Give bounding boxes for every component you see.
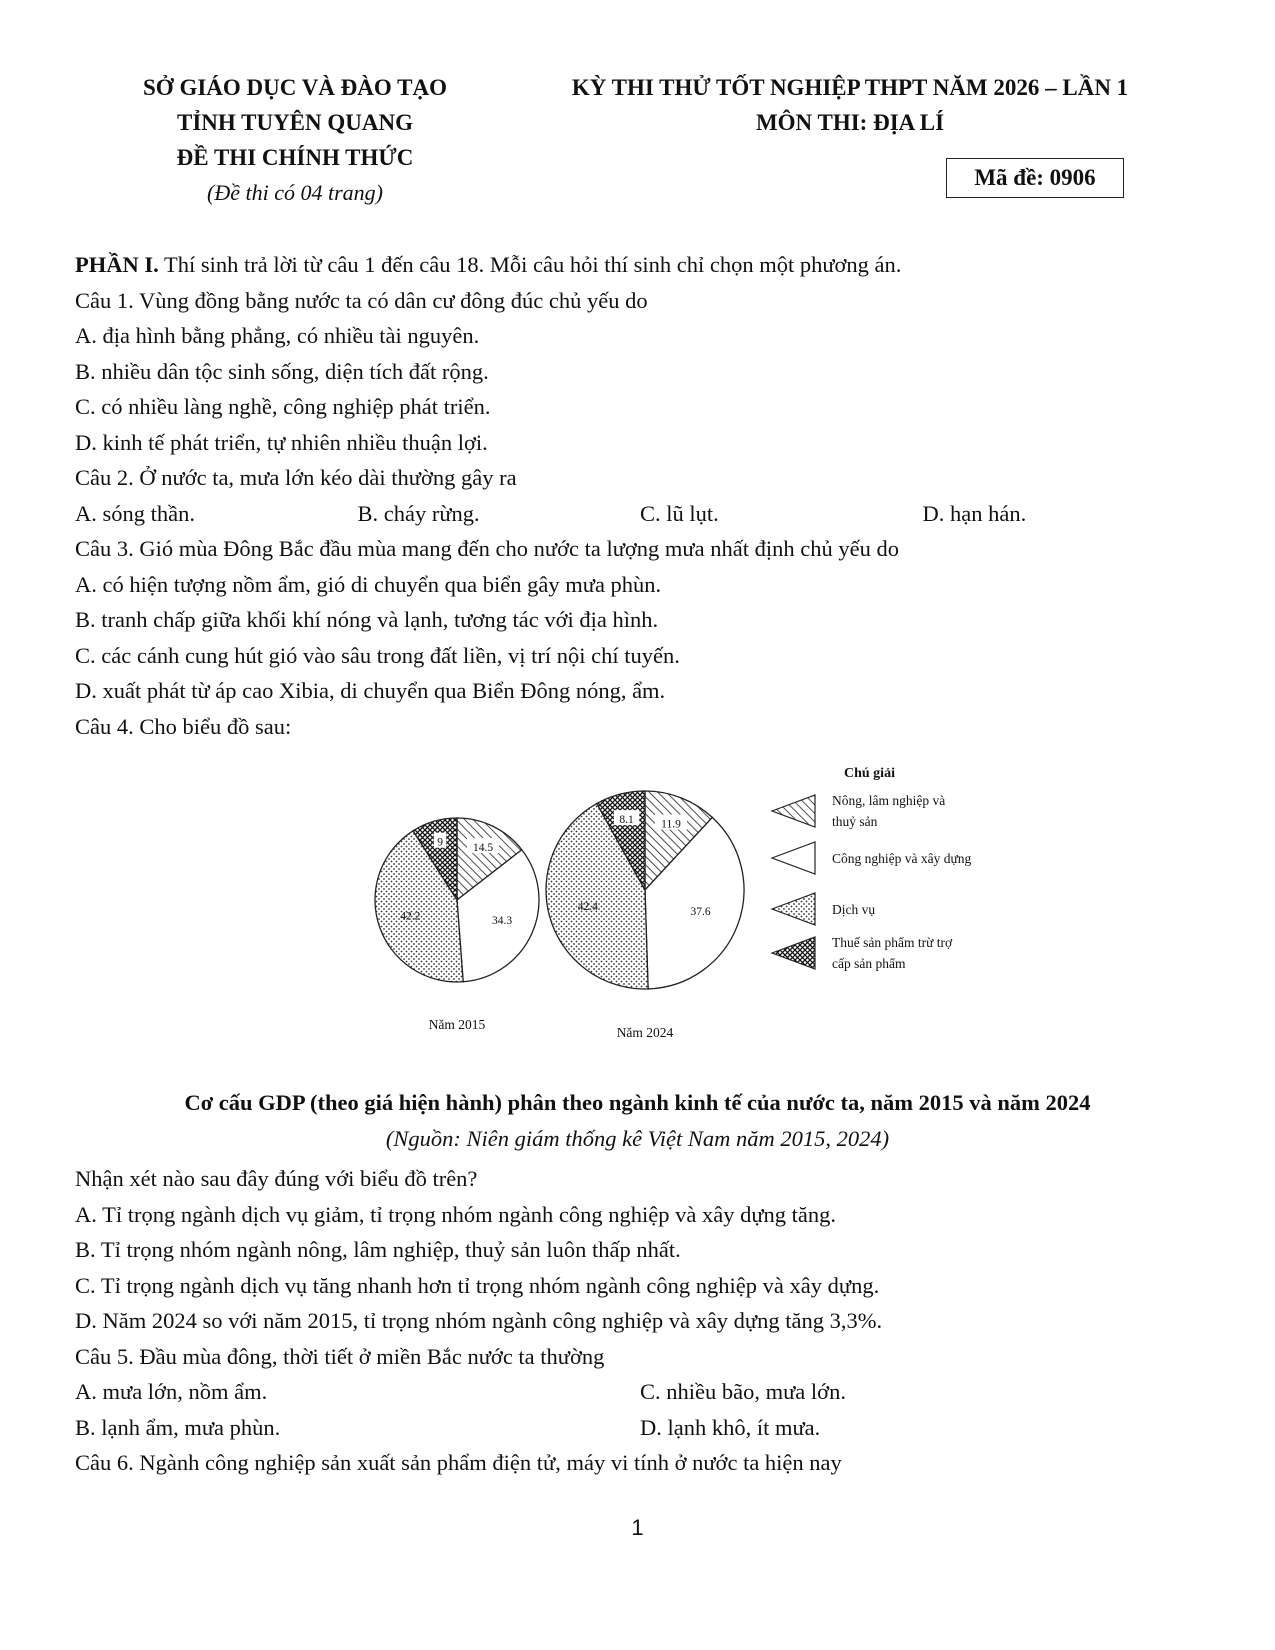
q5-stem: Câu 5. Đầu mùa đông, thời tiết ở miền Bắc nước ta thường — [75, 1343, 605, 1369]
pie-0-value-label-2: 42.2 — [400, 910, 421, 923]
legend-label-1-0: Công nghiệp và xây dựng — [832, 851, 972, 866]
q4-prompt: Nhận xét nào sau đây đúng với biểu đồ trên? — [75, 1166, 478, 1191]
legend-label-0-1: thuỷ sản — [832, 814, 878, 829]
q5-option-b: B. lạnh ẩm, mưa phùn. — [75, 1414, 281, 1440]
q4-option-a: A. Tỉ trọng ngành dịch vụ giảm, tỉ trọng nhóm ngành công nghiệp và xây dựng tăng. — [75, 1201, 837, 1227]
q4-option-b: B. Tỉ trọng nhóm ngành nông, lâm nghiệp, thuỷ sản luôn thấp nhất. — [75, 1237, 681, 1262]
pie-1-value-label-0: 11.9 — [661, 818, 681, 831]
q4-stem: Câu 4. Cho biểu đồ sau: — [75, 713, 292, 739]
q3-option-d: D. xuất phát từ áp cao Xibia, di chuyển qua Biển Đông nóng, ẩm. — [75, 678, 666, 703]
gdp-structure-pie-chart — [370, 755, 1050, 1055]
q2-options — [75, 496, 1205, 532]
pie-1-value-label-2: 42.4 — [577, 900, 598, 913]
q3-option-a: A. có hiện tượng nồm ẩm, gió di chuyển qua biển gây mưa phùn. — [75, 571, 662, 597]
q4-option-d: D. Năm 2024 so với năm 2015, tỉ trọng nhóm ngành công nghiệp và xây dựng tăng 3,3%. — [75, 1308, 883, 1333]
part1-label: PHẦN I. — [75, 252, 159, 277]
pies-layer — [375, 791, 744, 1040]
pie-0-year-label: Năm 2015 — [428, 1017, 486, 1032]
part1-instruction — [75, 247, 1205, 283]
legend-label-3-0: Thuế sản phẩm trừ trợ — [832, 935, 953, 950]
exam-title: KỲ THI THỬ TỐT NGHIỆP THPT NĂM 2026 – LẦN 1 — [571, 75, 1129, 100]
questions-top — [75, 247, 1205, 744]
legend-label-2-0: Dịch vụ — [832, 902, 876, 917]
q2-option-d: D. hạn hán. — [922, 500, 1027, 526]
q5-option-d: D. lạnh khô, ít mưa. — [640, 1414, 821, 1440]
pie-1-year-label: Năm 2024 — [616, 1025, 674, 1040]
exam-code-box: Mã đề: 0906 — [946, 158, 1124, 198]
chart-source: (Nguồn: Niên giám thống kê Việt Nam năm 2015, 2024) — [385, 1126, 890, 1151]
q1-option-a: A. địa hình bằng phẳng, có nhiều tài nguyên. — [75, 323, 480, 348]
q1-option-d: D. kinh tế phát triển, tự nhiên nhiều thuận lợi. — [75, 429, 488, 455]
legend-swatch-1 — [772, 842, 815, 874]
q3-stem: Câu 3. Gió mùa Đông Bắc đầu mùa mang đến cho nước ta lượng mưa nhất định chủ yếu do — [75, 536, 899, 561]
page-count-note: (Đề thi có 04 trang) — [207, 180, 383, 205]
q1-option-c: C. có nhiều làng nghề, công nghiệp phát triển. — [75, 394, 491, 419]
q6-stem: Câu 6. Ngành công nghiệp sản xuất sản phẩm điện tử, máy vi tính ở nước ta hiện nay — [75, 1450, 842, 1475]
q1-option-b: B. nhiều dân tộc sinh sống, diện tích đất rộng. — [75, 358, 489, 384]
pie-1-value-label-3: 8.1 — [619, 814, 634, 827]
pie-0-value-label-0: 14.5 — [472, 842, 494, 854]
legend-label-0-0: Nông, lâm nghiệp và — [832, 793, 946, 808]
pie-0-value-label-1: 34.3 — [491, 915, 513, 927]
q5-options-row1 — [75, 1374, 1205, 1410]
official-exam-label: ĐỀ THI CHÍNH THỨC — [176, 145, 414, 170]
q3-option-c: C. các cánh cung hút gió vào sâu trong đất liền, vị trí nội chí tuyến. — [75, 642, 680, 668]
q5-option-a: A. mưa lớn, nồm ẩm. — [75, 1379, 268, 1404]
subject-title: MÔN THI: ĐỊA LÍ — [755, 110, 945, 135]
q5-option-c: C. nhiều bão, mưa lớn. — [640, 1379, 846, 1404]
pie-0-value-label-3: 9 — [437, 836, 443, 849]
q4-option-c: C. Tỉ trọng ngành dịch vụ tăng nhanh hơn tỉ trọng nhóm ngành công nghiệp và xây dựng. — [75, 1272, 880, 1298]
province-name: TỈNH TUYÊN QUANG — [177, 110, 413, 135]
q2-stem: Câu 2. Ở nước ta, mưa lớn kéo dài thường gây ra — [75, 465, 517, 490]
page-number: 1 — [631, 1515, 644, 1540]
legend-swatch-0 — [772, 795, 815, 827]
chart-title: Cơ cấu GDP (theo giá hiện hành) phân theo ngành kinh tế của nước ta, năm 2015 và năm 2024 — [184, 1090, 1091, 1115]
q2-option-b: B. cháy rừng. — [357, 500, 480, 526]
pie-1-value-label-1: 37.6 — [690, 905, 711, 918]
questions-bottom — [75, 1161, 1205, 1481]
department-name: SỞ GIÁO DỤC VÀ ĐÀO TẠO — [143, 75, 447, 100]
chart-legend — [772, 766, 972, 971]
q1-stem: Câu 1. Vùng đồng bằng nước ta có dân cư đông đúc chủ yếu do — [75, 287, 648, 313]
legend-swatch-3 — [772, 937, 815, 969]
legend-label-3-1: cấp sản phẩm — [832, 956, 906, 971]
q5-options-row2 — [75, 1410, 1205, 1446]
q2-option-a: A. sóng thần. — [75, 500, 195, 526]
legend-title: Chú giải — [844, 766, 895, 781]
q2-option-c: C. lũ lụt. — [640, 500, 719, 526]
part1-text: Thí sinh trả lời từ câu 1 đến câu 18. Mỗi câu hỏi thí sinh chỉ chọn một phương án. — [158, 252, 902, 277]
legend-swatch-2 — [772, 893, 815, 925]
q3-option-b: B. tranh chấp giữa khối khí nóng và lạnh, tương tác với địa hình. — [75, 607, 659, 632]
header-right — [540, 70, 1160, 140]
header-left — [90, 70, 500, 210]
